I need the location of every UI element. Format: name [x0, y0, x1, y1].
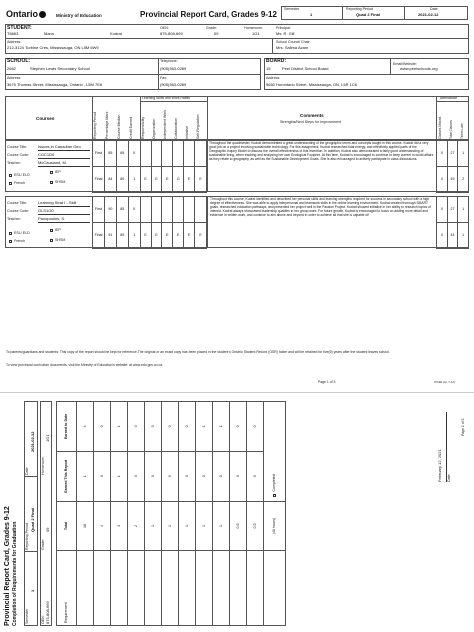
missed-cell: 0 — [437, 167, 448, 193]
principal-name: Ms. R. Gill — [276, 31, 295, 36]
course-2-code: GLS1O0 — [38, 209, 90, 215]
school-section-label: SCHOOL: — [7, 58, 31, 64]
skill-cell: E — [195, 223, 207, 249]
course-2-esl-label: ESL/ ELD — [14, 231, 30, 235]
skill-cell — [151, 141, 162, 167]
student-grade: 09 — [214, 31, 219, 36]
completed-label: Completed — [272, 474, 277, 492]
late-cell: 1 — [458, 197, 469, 223]
report-title: Provincial Report Card, Grades 9-12 — [140, 10, 277, 19]
table-row: 0.5 0 0 — [247, 402, 264, 626]
skill-cell — [140, 197, 151, 223]
page-2-semester: 1 — [30, 589, 35, 592]
total-col-header: Total — [57, 501, 77, 551]
skill-cell: E — [173, 223, 184, 249]
date-label: Date — [430, 7, 438, 11]
semester-label: Semester — [284, 7, 300, 11]
page-number-1: Page 1 of 3 — [318, 380, 336, 384]
page-2-oen-label: OEN: — [41, 615, 45, 624]
curriculum-note: To view provincial curriculum documents, visit the Ministry of Education's website: at www.edu.gov.on.ca. — [6, 363, 163, 367]
school-address: 3675 Thomas Street, Mississauga, Ontario , L5M 7E6 — [7, 82, 103, 87]
course-1-iep-checkbox — [50, 170, 61, 174]
student-homeroom: 1G1 — [252, 31, 260, 36]
course-1-shsm-label: SHSM — [55, 180, 66, 184]
self-regulation-col: Self-Regulation — [196, 114, 200, 139]
page-2-date-caption: Date — [446, 412, 451, 482]
page-2-homeroom: 1G1 — [45, 434, 50, 442]
student-oen: 875-808-669 — [160, 31, 183, 36]
course-2-iep-label: IEP — [55, 228, 61, 232]
page-2-date: 2021-02-12 — [30, 431, 35, 452]
skill-cell — [195, 197, 207, 223]
table-row: 3 1 1 — [111, 402, 128, 626]
course-2-french-checkbox — [9, 239, 25, 243]
learning-skills-header: Learning Skills and Work Habits — [142, 96, 190, 100]
table-row: 1 0 0 — [162, 402, 179, 626]
total-cell: 27 — [447, 197, 458, 223]
course-1-marks-grid — [92, 140, 207, 193]
course-2-teacher-label: Teacher: — [7, 217, 21, 221]
skill-cell — [184, 141, 195, 167]
courses-header: Courses — [36, 116, 55, 121]
skill-cell — [173, 197, 184, 223]
initiative-col: Initiative — [185, 125, 189, 139]
community-hours-row — [264, 402, 286, 626]
skill-cell: E — [184, 223, 195, 249]
school-telephone: (905)363-0289 — [160, 66, 187, 71]
page-2-date-label: Date — [25, 467, 29, 475]
skill-cell: E — [140, 167, 151, 193]
missed-cell: 0 — [437, 141, 448, 167]
table-row: 2 0 0 — [128, 402, 145, 626]
board-address: 5650 Hurontario Street, Mississauga, ON, L5R 1C6 — [266, 82, 357, 87]
course-1-teacher: McCausland, M. — [38, 161, 90, 167]
marks-table-header — [5, 96, 469, 140]
skill-cell — [140, 141, 151, 167]
ontario-logo-text: Ontario — [6, 9, 39, 19]
council-chair-label: School Council Chair: — [276, 40, 311, 44]
comments-subheader: Strengths/Next Steps for Improvement — [280, 120, 342, 124]
page-2-grade: 09 — [45, 527, 50, 532]
course-2-iep-checkbox — [50, 228, 61, 232]
course-1-row-first — [93, 141, 207, 167]
board-number: 15 — [266, 66, 271, 71]
mark-cell: 85 — [104, 141, 116, 167]
table-row: 1 0 0 — [145, 402, 162, 626]
school-fax: (905)363-0289 — [160, 82, 187, 87]
page-2-title: Provincial Report Card, Grades 9-12 — [4, 506, 11, 626]
parents-note: To parents/guardians and students: This copy of the report should be kept for reference.The original or an exact copy has been placed in the student's Ontario Student Record (OSR) folder and will be retained for five(5) years after the student leaves school. — [6, 350, 390, 354]
total-cell: 49 — [447, 167, 458, 193]
median-cell: 85 — [116, 223, 128, 249]
school-number: 2662 — [7, 66, 16, 71]
page-2-semester-label: Semester — [25, 608, 29, 624]
reporting-period-label: Reporting Period — [346, 7, 373, 11]
school-name: Stephen Lewis Secondary School — [30, 66, 90, 71]
oen-label: OEN: — [160, 26, 169, 30]
course-2-attendance-grid — [436, 196, 469, 249]
median-cell: 85 — [116, 197, 128, 223]
late-cell: 1 — [458, 141, 469, 167]
course-2-row-first — [93, 197, 207, 223]
course-1-french-checkbox — [9, 181, 25, 185]
median-cell: 65 — [116, 141, 128, 167]
student-last-name: Kudrat — [110, 31, 122, 36]
late-cell: 1 — [458, 223, 469, 249]
skill-cell: E — [140, 223, 151, 249]
page-2-oen: 875-808-669 — [45, 601, 50, 624]
requirement-col-header: Requirement — [57, 551, 77, 626]
course-1-french-label: French — [14, 181, 26, 185]
period-cell: Final — [93, 223, 105, 249]
school-telephone-label: Telephone: — [160, 59, 178, 63]
total-cell: 44 — [447, 223, 458, 249]
course-2-code-label: Course Code: — [7, 209, 30, 213]
course-1-code: CGC1D0 — [38, 153, 90, 159]
page-2-rotated — [0, 395, 474, 632]
page-number-2: Page 2 of 3 — [461, 418, 465, 436]
times-late-col: Times Late — [460, 123, 464, 139]
page-2-grade-label: Grade: — [41, 539, 45, 550]
page-2-homeroom-label: Homeroom: — [41, 456, 45, 475]
student-id: T6663 — [7, 31, 19, 36]
course-1-row-final — [93, 167, 207, 193]
semester-value: 1 — [310, 12, 313, 17]
skill-cell — [195, 141, 207, 167]
page-2-period: Quad 2 Final — [30, 507, 35, 532]
skill-cell — [151, 197, 162, 223]
reporting-period-value: Quad 2 Final — [356, 12, 381, 17]
requirements-header-row — [57, 402, 77, 626]
credit-earned-col: Credit Earned — [129, 116, 133, 139]
hours-note: (40 hours) — [264, 501, 286, 551]
percentage-mark-col: Percentage Mark — [105, 111, 109, 139]
earned-date-col-header: Earned to Date — [57, 402, 77, 452]
school-fax-label: Fax: — [160, 76, 167, 80]
board-email-label: Email/Website: — [393, 62, 417, 66]
reporting-period-col: Reporting Period — [93, 112, 97, 139]
board-address-label: Address: — [266, 76, 281, 80]
independent-work-col: Independent Work — [163, 109, 167, 139]
period-cell: First — [93, 197, 105, 223]
course-2-french-label: French — [14, 239, 26, 243]
late-cell: 2 — [458, 167, 469, 193]
credit-cell: 1 — [128, 223, 140, 249]
missed-cell: 0 — [437, 223, 448, 249]
skill-cell: E — [151, 167, 162, 193]
course-2-shsm-label: SHSM — [55, 238, 66, 242]
page-2-content — [0, 395, 474, 632]
page-2-period-label: Reporting Period — [25, 523, 29, 550]
student-address-label: Address: — [7, 40, 22, 44]
page-2-sign-date: February 12, 2021 — [437, 449, 442, 482]
skill-cell: E — [162, 223, 173, 249]
course-1-teacher-label: Teacher: — [7, 161, 21, 165]
table-row: 1 0 0 — [179, 402, 196, 626]
course-1-comment: Throughout the quadmester, Kudrat demonstrated a great understanding of the geographic terms and concepts taught in this course. Kudrat did a very good job on a project involving sustainable technology. For this assignment, Kudrat researched tidal energy, and effectively applied parts of the Geographic Inquiry Model to discuss the overall effectiveness of this invention. In addition, Kudrat also demonstrated a fairly good understanding of sustainable living, when tracking and analyzing her own Ecological Footprint. At this time, Kudrat is encouraged to continue to keep current in world affairs as they relate to geography, as well as the Sustainable Development Goals. She is also encouraged to actively participate in class discussions. — [209, 141, 434, 162]
council-chair-name: Mrs. Salima Azam — [276, 45, 309, 50]
skill-cell — [184, 197, 195, 223]
credit-cell: 0 — [128, 197, 140, 223]
course-median-col: Course Median — [117, 114, 121, 139]
school-address-label: Address: — [7, 76, 22, 80]
table-row: 18 1 4 — [77, 402, 94, 626]
skill-cell — [173, 141, 184, 167]
course-1-code-label: Course Code: — [7, 153, 30, 157]
table-row: 1 0 1 — [196, 402, 213, 626]
classes-missed-col: Classes Missed — [438, 116, 442, 139]
median-cell: 69 — [116, 167, 128, 193]
attendance-header: Attendance — [440, 96, 458, 100]
principal-label: Principal: — [276, 26, 291, 30]
period-cell: Final — [93, 167, 105, 193]
page-2-subtitle: Completion of Requirements for Graduation — [12, 521, 18, 626]
form-number: 0714E (Gr. 7-12) — [434, 380, 455, 384]
table-row: 1 0 1 — [213, 402, 230, 626]
total-cell: 27 — [447, 141, 458, 167]
total-classes-col: Total Classes — [449, 120, 453, 139]
course-1-title-label: Course Title: — [7, 145, 28, 149]
course-1-esl-checkbox — [9, 173, 30, 177]
student-section-label: STUDENT: — [7, 25, 32, 31]
earned-report-col-header: Earned This Report — [57, 451, 77, 501]
table-row: 4 0 0 — [94, 402, 111, 626]
skill-cell: E — [162, 167, 173, 193]
course-1-esl-label: ESL/ ELD — [14, 173, 30, 177]
ontario-logo — [6, 9, 46, 19]
course-1-title: Issues in Canadian Geo — [38, 145, 90, 151]
course-2-comment: Throughout this course, Kudrat identified and described her personal skills and learning strengths required for success in secondary school with a high degree of effectiveness. She was able to apply interpersonal and teamwork skills in the online learning environment. Kudrat created thorough SMART goals, researched education pathways, and presented her project well in the Passion Project. Kudrat showed initiative in her ability to research topics of interest. Kudrat always showcased leadership qualities in her group work. For future growth, Kudrat is encouraged to focus on adding more detail and evidence in written work, and continue to aim above and beyond in order to achieve all that she is capable of! — [207, 196, 436, 248]
grade-label: Grade: — [206, 26, 217, 30]
organization-col: Organization — [152, 118, 156, 139]
course-1-shsm-checkbox — [50, 180, 65, 184]
skill-cell: E — [151, 223, 162, 249]
course-2-row-final — [93, 223, 207, 249]
board-website[interactable]: www.peelschools.org — [400, 66, 438, 71]
skill-cell — [162, 197, 173, 223]
skill-cell — [162, 141, 173, 167]
period-cell: First — [93, 141, 105, 167]
mark-cell: 91 — [104, 223, 116, 249]
skill-cell: E — [195, 167, 207, 193]
ministry-name: Ministry of Education — [56, 13, 102, 18]
completed-checkbox — [273, 494, 276, 497]
page-separator — [0, 392, 474, 393]
collaboration-col: Collaboration — [174, 117, 178, 139]
student-first-name: Mann — [44, 31, 55, 36]
trillium-icon — [39, 11, 46, 18]
credit-cell: 0 — [128, 141, 140, 167]
course-2-esl-checkbox — [9, 231, 30, 235]
skill-cell: E — [184, 167, 195, 193]
skill-cell: G — [173, 167, 184, 193]
homeroom-label: Homeroom: — [244, 26, 263, 30]
course-2-teacher: Panopoulos, S. — [38, 217, 90, 223]
comments-header: Comments — [300, 113, 324, 118]
graduation-requirements-table — [56, 401, 286, 626]
mark-cell: 90 — [104, 197, 116, 223]
course-2-marks-grid — [92, 196, 207, 249]
credit-cell: 1 — [128, 167, 140, 193]
board-section-label: BOARD: — [266, 58, 286, 64]
course-2-shsm-checkbox — [50, 238, 65, 242]
date-value: 2021-02-12 — [418, 12, 439, 17]
course-1-iep-label: IEP — [55, 170, 61, 174]
table-row: 0.5 0 0 — [230, 402, 247, 626]
course-2-title-label: Course Title: — [7, 201, 28, 205]
mark-cell: 84 — [104, 167, 116, 193]
course-1-attendance-grid — [436, 140, 469, 193]
responsibility-col: Responsibility — [141, 116, 145, 139]
missed-cell: 0 — [437, 197, 448, 223]
course-2-title: Learning Strat I - Skill — [38, 201, 90, 207]
board-name: Peel District School Board — [282, 66, 329, 71]
student-address: 212-3124 Turbine Cres, Mississauga, ON L5M 6W9 — [7, 45, 99, 50]
